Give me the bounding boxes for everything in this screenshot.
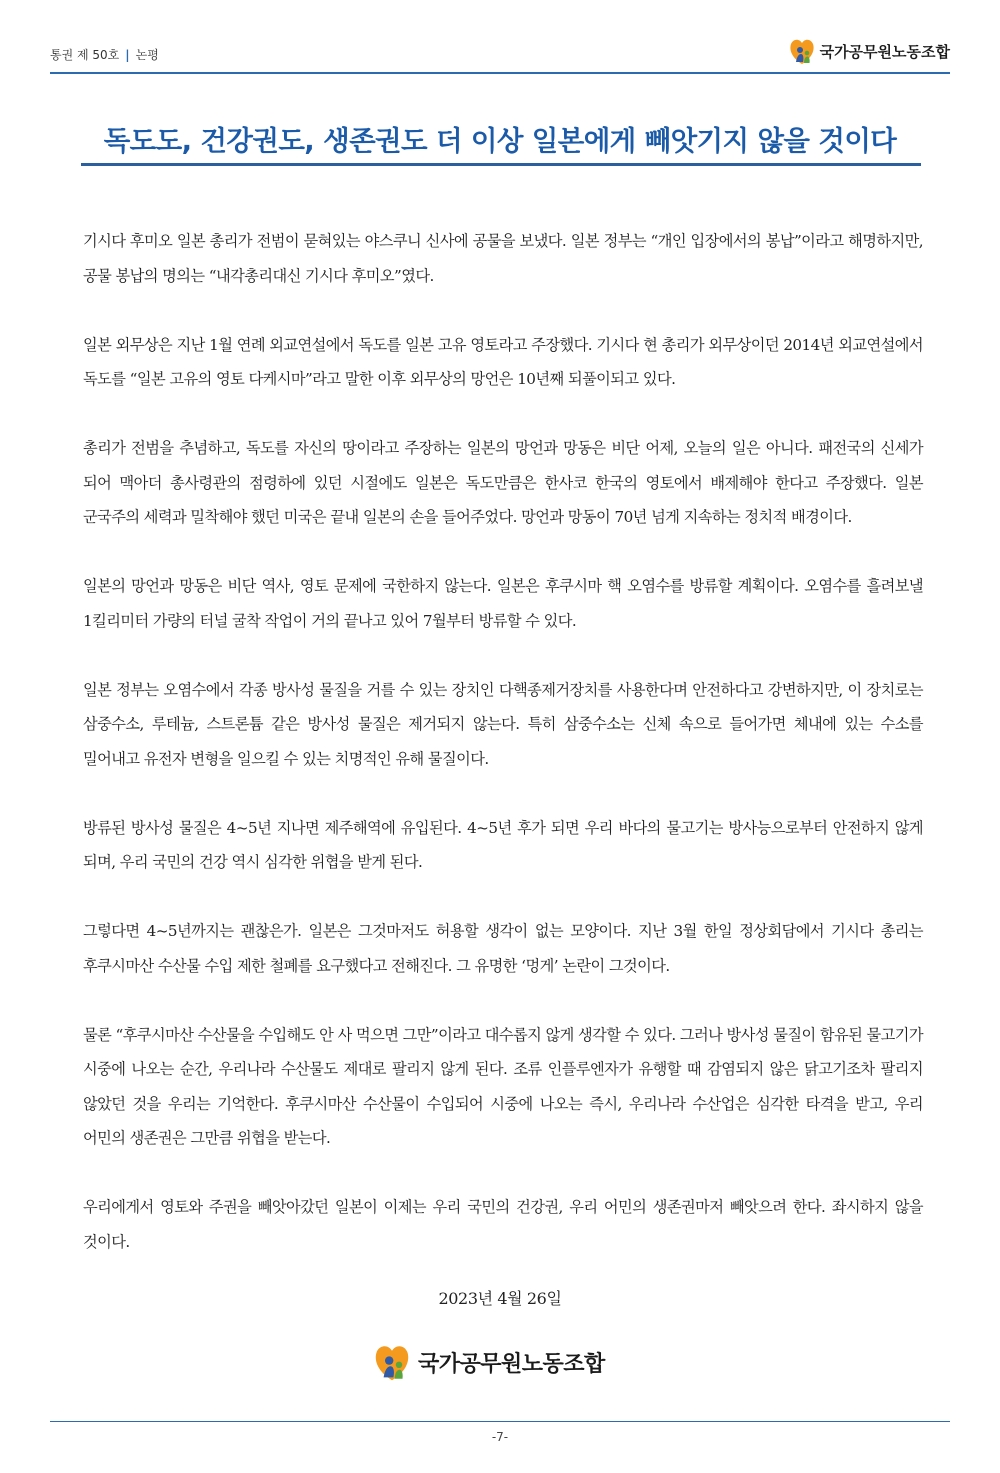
paragraph: 물론 “후쿠시마산 수산물을 수입해도 안 사 먹으면 그만”이라고 대수롭지 않게 생각할 수 있다. 그러나 방사성 물질이 함유된 물고기가 시중에 나오는 순간, 우리나라 수산물도 제대로 팔리지 않게 된다. 조류 인플루엔자가 유행할 때 감염되지 않은 닭고기조차 팔리지 않았던 것을 우리는 기억한다. 후쿠시마산 수산물이 수입되어 시중에 나오는 즉시, 우리나라 수산업은 심각한 타격을 받고, 우리 어민의 생존권은 그만큼 위협을 받는다. xyxy=(83,1025,923,1147)
union-logo-icon xyxy=(372,1341,412,1383)
paragraph: 기시다 후미오 일본 총리가 전범이 묻혀있는 야스쿠니 신사에 공물을 보냈다. 일본 정부는 “개인 입장에서의 봉납”이라고 해명하지만, 공물 봉납의 명의는 “내각총리대신 기시다 후미오”였다. xyxy=(83,232,923,285)
section-label: 논평 xyxy=(135,48,159,62)
statement-date: 2023년 4월 26일 xyxy=(438,1289,562,1308)
issue-number: 통권 제 50호 xyxy=(50,48,120,62)
header-org-name: 국가공무원노동조합 xyxy=(819,42,950,61)
paragraph: 그렇다면 4~5년까지는 괜찮은가. 일본은 그것마저도 허용할 생각이 없는 모양이다. 지난 3월 한일 정상회담에서 기시다 총리는 후쿠시마산 수산물 수입 제한 철폐를 요구했다고 전해진다. 그 유명한 ‘멍게’ 논란이 그것이다. xyxy=(83,922,923,975)
page-header xyxy=(50,34,950,70)
paragraph: 일본 외무상은 지난 1월 연례 외교연설에서 독도를 일본 고유 영토라고 주장했다. 기시다 현 총리가 외무상이던 2014년 외교연설에서 독도를 “일본 고유의 영토 다케시마”라고 말한 이후 외무상의 망언은 10년째 되풀이되고 있다. xyxy=(83,335,923,388)
paragraph: 총리가 전범을 추념하고, 독도를 자신의 땅이라고 주장하는 일본의 망언과 망동은 비단 어제, 오늘의 일은 아니다. 패전국의 신세가 되어 맥아더 총사령관의 점령하에 있던 시절에도 일본은 독도만큼은 한사코 한국의 영토에서 배제해야 한다고 주장했다. 일본 군국주의 세력과 밀착해야 했던 미국은 끝내 일본의 손을 들어주었다. 망언과 망동이 70년 넘게 지속하는 정치적 배경이다. xyxy=(83,439,923,526)
paragraph: 방류된 방사성 물질은 4~5년 지나면 제주해역에 유입된다. 4~5년 후가 되면 우리 바다의 물고기는 방사능으로부터 안전하지 않게 되며, 우리 국민의 건강 역시 심각한 위협을 받게 된다. xyxy=(83,818,923,871)
header-divider xyxy=(50,72,950,74)
title-underline xyxy=(81,163,921,166)
header-logo xyxy=(788,34,950,68)
page-number: -7- xyxy=(491,1430,509,1444)
paragraph: 일본 정부는 오염수에서 각종 방사성 물질을 거를 수 있는 장치인 다핵종제거장치를 사용한다며 안전하다고 강변하지만, 이 장치로는 삼중수소, 루테늄, 스트론튬 같은 방사성 물질은 제거되지 않는다. 특히 삼중수소는 신체 속으로 들어가면 체내에 있는 수소를 밀어내고 유전자 변형을 일으킬 수 있는 치명적인 유해 물질이다. xyxy=(83,680,923,768)
paragraph: 우리에게서 영토와 주권을 빼앗아갔던 일본이 이제는 우리 국민의 건강권, 우리 어민의 생존권마저 빼앗으려 한다. 좌시하지 않을 것이다. xyxy=(83,1198,923,1251)
paragraph: 일본의 망언과 망동은 비단 역사, 영토 문제에 국한하지 않는다. 일본은 후쿠시마 핵 오염수를 방류할 계획이다. 오염수를 흘려보낼 1킬리미터 가량의 터널 굴착 작업이 거의 끝나고 있어 7월부터 방류할 수 있다. xyxy=(83,577,923,630)
union-logo-icon xyxy=(788,36,816,66)
footer-divider xyxy=(50,1421,950,1422)
header-separator: | xyxy=(125,48,130,62)
footer-org-name: 국가공무원노동조합 xyxy=(418,1351,605,1377)
footer-logo xyxy=(372,1341,605,1383)
page-title: 독도도, 건강권도, 생존권도 더 이상 일본에게 빼앗기지 않을 것이다 xyxy=(103,125,897,157)
issue-info xyxy=(50,46,159,63)
article-body xyxy=(83,224,923,1294)
